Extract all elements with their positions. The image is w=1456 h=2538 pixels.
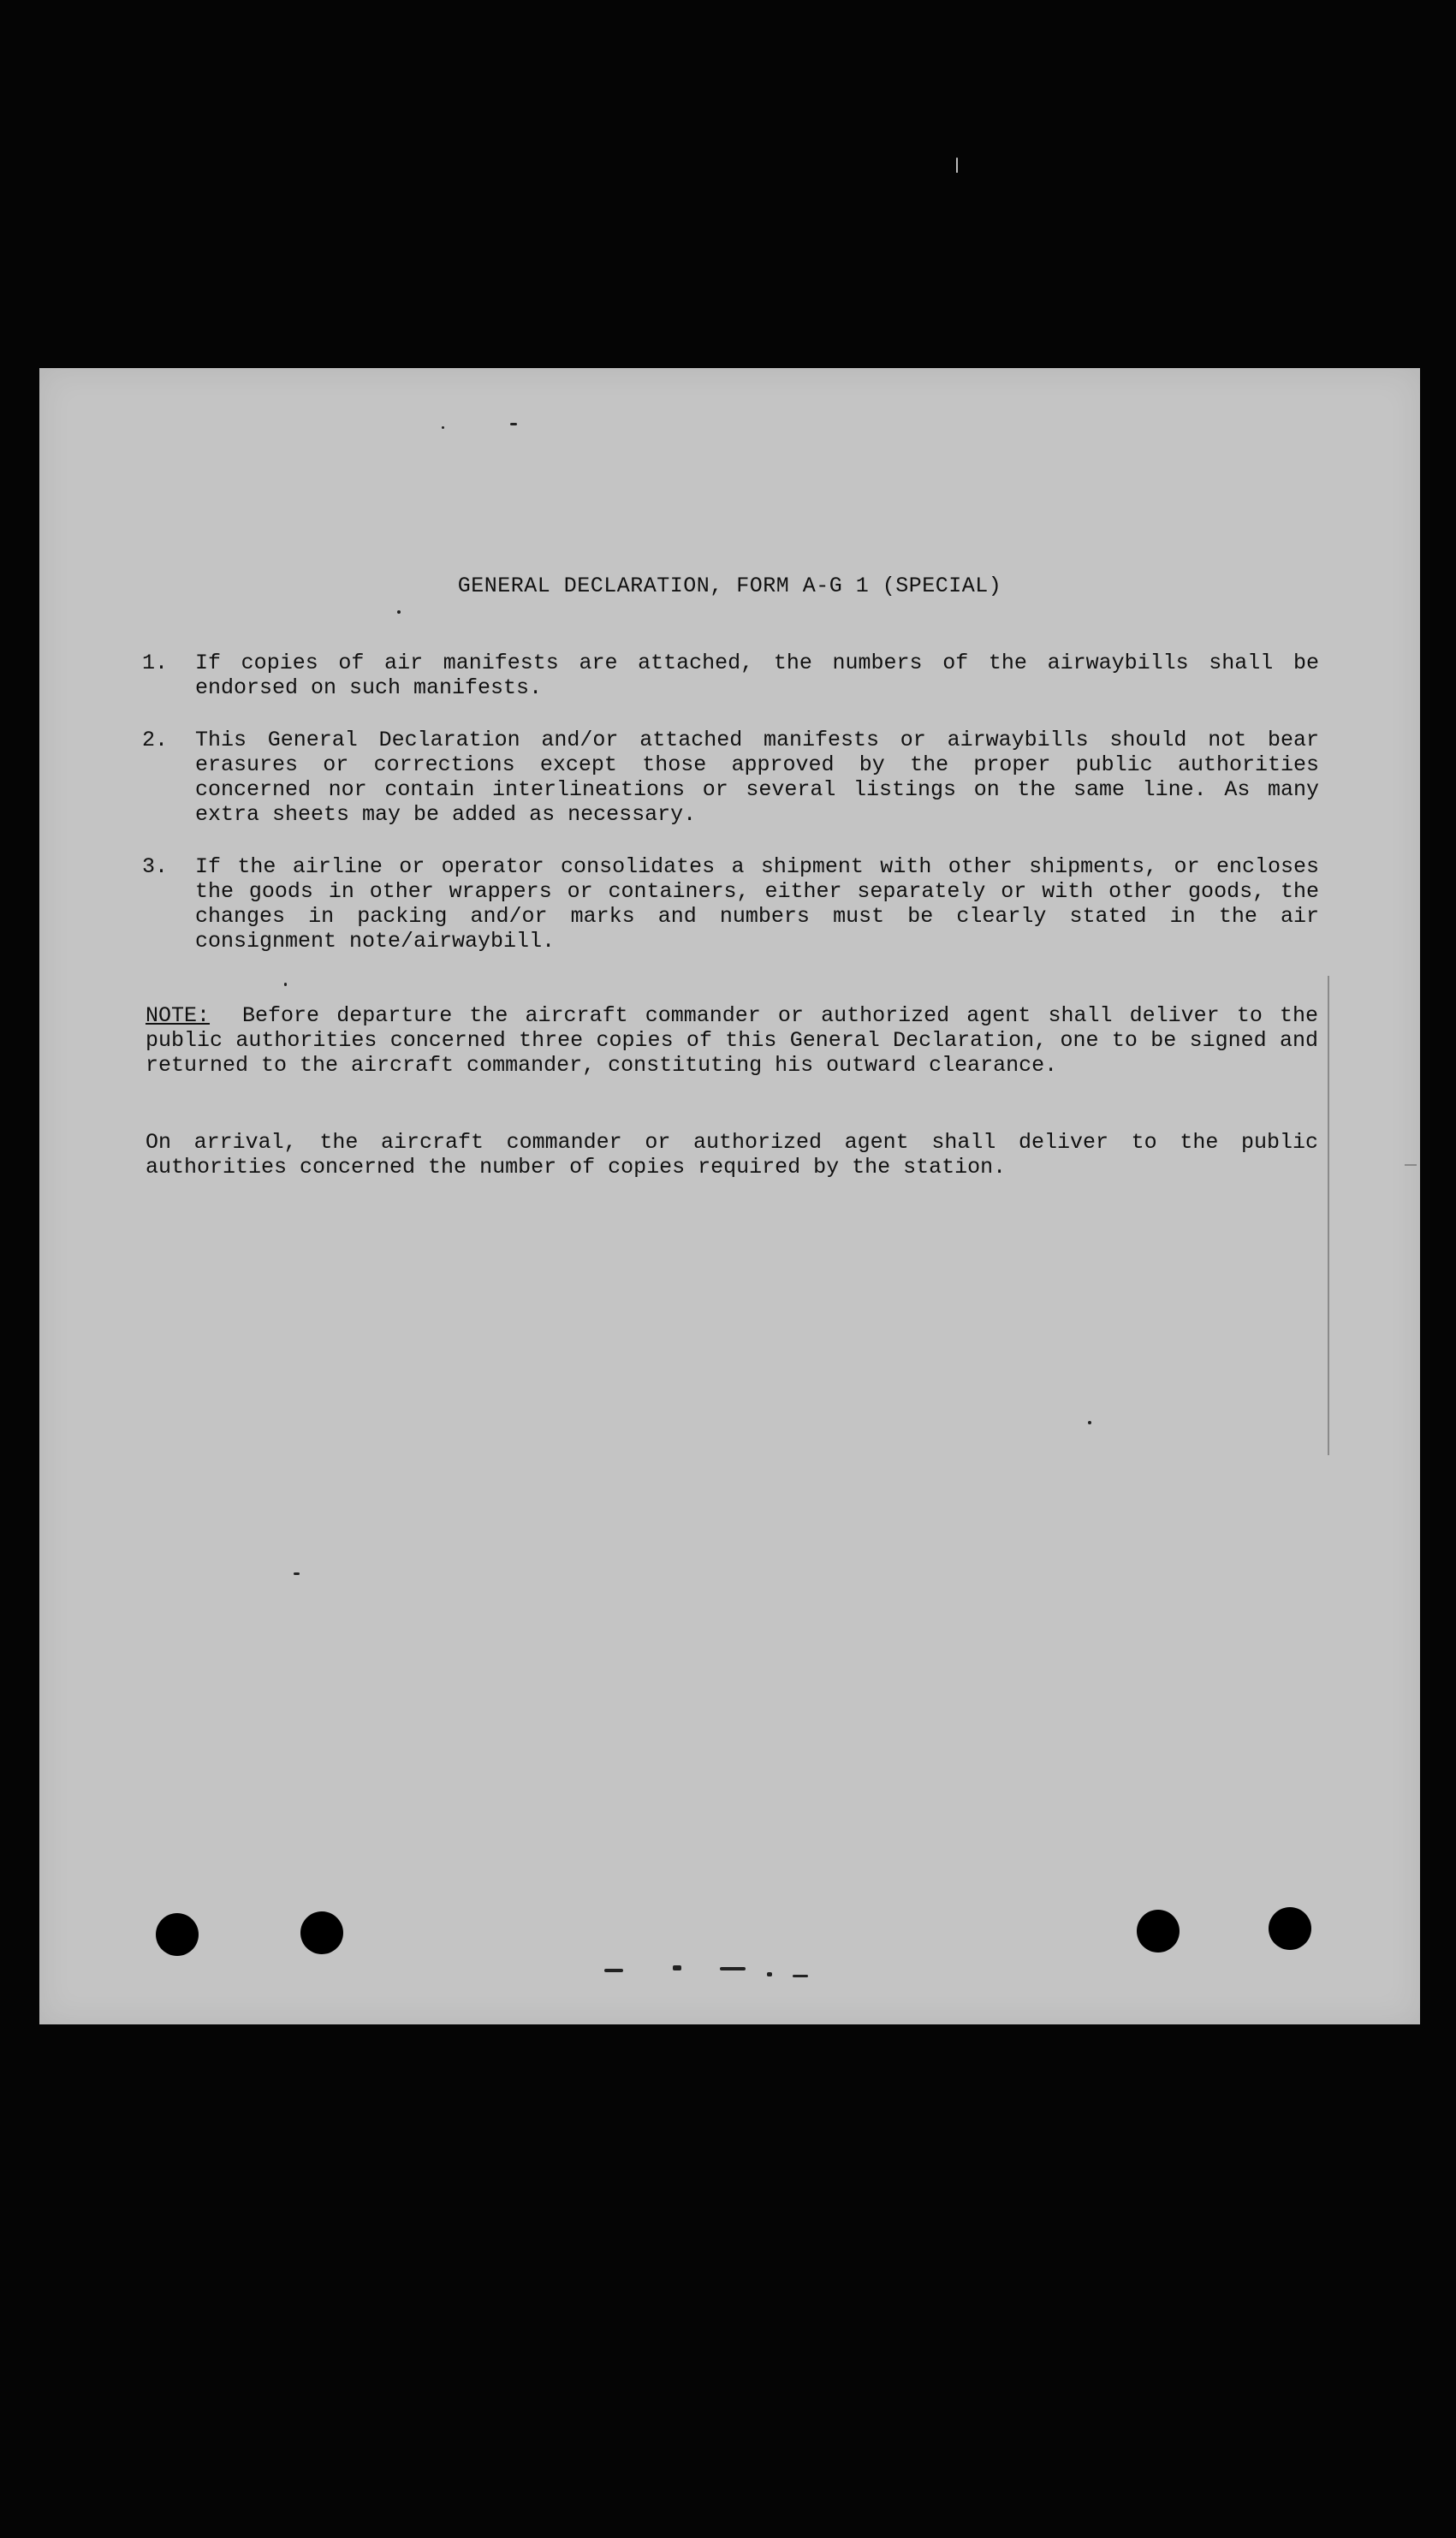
list-item bbox=[142, 728, 1319, 827]
document-page bbox=[39, 368, 1420, 2024]
arrival-paragraph: On arrival, the aircraft commander or authorized agent shall deliver to the public authorities concerned the number of copies required by the station. bbox=[146, 1130, 1318, 1180]
item-text: If the airline or operator consolidates a shipment with other shipments, or encloses the goods in other wrappers or containers, either separately or with other goods, the changes in packing and/or marks and numbers must be clearly stated in the air consignment note/airwaybill. bbox=[195, 854, 1319, 954]
speck bbox=[442, 426, 444, 429]
speck bbox=[767, 1972, 772, 1976]
list-item bbox=[142, 651, 1319, 700]
speck bbox=[956, 158, 958, 173]
speck bbox=[284, 983, 287, 986]
item-text: This General Declaration and/or attached manifests or airwaybills should not bear erasures or corrections except those approved by the proper public authorities concerned nor contain interlineations or several listings on the same line. As many extra sheets may be added as necessary. bbox=[195, 728, 1319, 827]
punch-hole bbox=[1137, 1910, 1180, 1953]
speck bbox=[604, 1969, 623, 1972]
document-title: GENERAL DECLARATION, FORM A-G 1 (SPECIAL) bbox=[457, 574, 1002, 598]
list-item bbox=[142, 854, 1319, 954]
item-number: 1. bbox=[142, 651, 169, 675]
speck bbox=[1088, 1421, 1091, 1424]
punch-hole bbox=[1269, 1907, 1311, 1950]
speck bbox=[720, 1967, 746, 1970]
speck bbox=[673, 1965, 681, 1970]
speck bbox=[793, 1975, 808, 1977]
note-label: NOTE: bbox=[146, 1003, 211, 1028]
bleed-through-line bbox=[1405, 1164, 1417, 1166]
item-number: 3. bbox=[142, 854, 169, 879]
note-text: Before departure the aircraft commander or authorized agent shall deliver to the public authorities concerned three copies of this General Declaration, one to be signed and returned to the aircraft commander, constituting his outward clearance. bbox=[146, 1003, 1318, 1078]
bleed-through-line bbox=[1328, 976, 1329, 1455]
item-text: If copies of air manifests are attached, the numbers of the airwaybills shall be endorsed on such manifests. bbox=[195, 651, 1319, 700]
speck bbox=[510, 423, 517, 425]
item-number: 2. bbox=[142, 728, 169, 752]
punch-hole bbox=[156, 1913, 199, 1956]
punch-hole bbox=[300, 1911, 343, 1954]
speck bbox=[397, 610, 401, 614]
note-paragraph bbox=[146, 1003, 1318, 1078]
speck bbox=[294, 1572, 300, 1575]
